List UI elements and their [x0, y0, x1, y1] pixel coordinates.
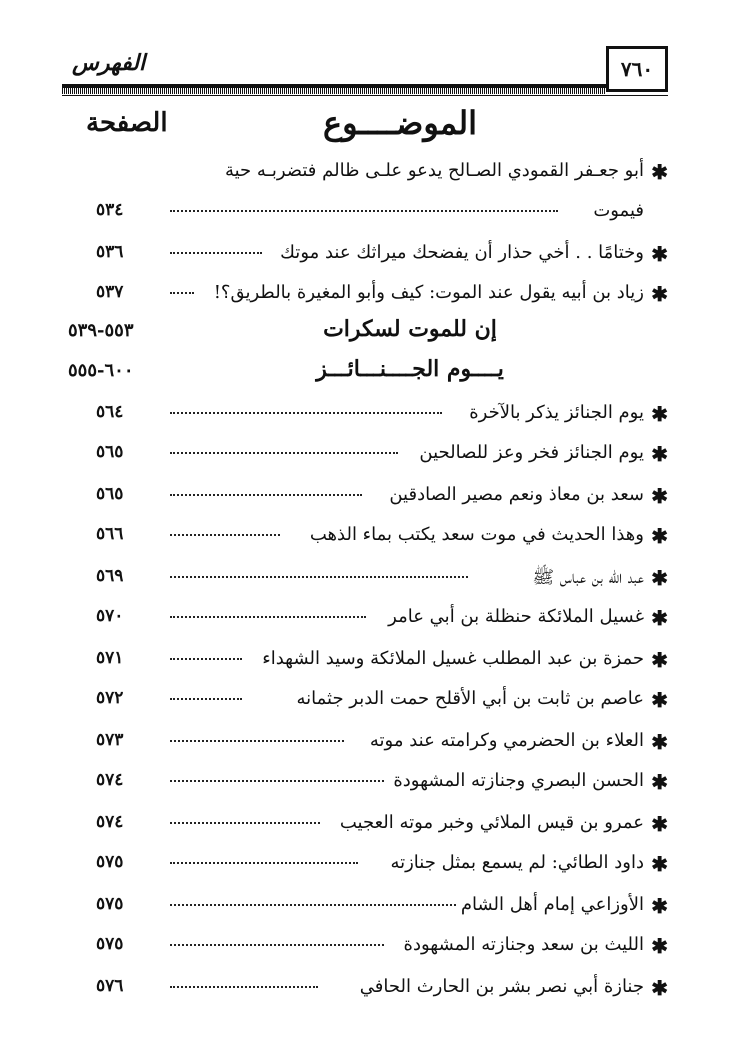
toc-entry [60, 238, 668, 272]
section-page-range: ٥٥٣-٥٣٩ [68, 320, 134, 341]
entry-text: فيموت [593, 200, 644, 221]
toc-entry [60, 726, 668, 760]
leader-dots [170, 862, 358, 864]
bullet-star-icon: ✱ [651, 648, 668, 672]
entry-text: سعد بن معاذ ونعم مصير الصادقين [389, 484, 644, 505]
leader-dots [170, 904, 456, 906]
entry-page: ٥٧٤ [96, 770, 124, 790]
toc-entry [60, 766, 668, 800]
topic-column-heading: الموضــــوع [323, 104, 477, 142]
bullet-star-icon: ✱ [651, 812, 668, 836]
toc-entry [60, 520, 668, 554]
entry-text: عبد اللّه بن عباس ﷺ [532, 567, 644, 588]
bullet-star-icon: ✱ [651, 160, 668, 184]
entry-page: ٥٧٥ [96, 894, 124, 914]
leader-dots [170, 944, 384, 946]
entry-page: ٥٧٠ [96, 606, 124, 626]
entry-page: ٥٦٤ [96, 402, 124, 422]
toc-entry [60, 808, 668, 842]
entry-text: زياد بن أبيه يقول عند الموت: كيف وأبو المغيرة بالطريق؟! [213, 282, 644, 303]
leader-dots [170, 740, 344, 742]
leader-dots [170, 534, 280, 536]
toc-entry [60, 972, 668, 1006]
bullet-star-icon: ✱ [651, 242, 668, 266]
bullet-star-icon: ✱ [651, 730, 668, 754]
leader-dots [170, 658, 242, 660]
bullet-star-icon: ✱ [651, 976, 668, 1000]
entry-page: ٥٧٣ [96, 730, 124, 750]
entry-page: ٥٦٥ [96, 484, 124, 504]
toc-entry [60, 278, 668, 312]
bullet-star-icon: ✱ [651, 484, 668, 508]
entry-text: وهذا الحديث في موت سعد يكتب بماء الذهب [309, 524, 644, 545]
toc-entry [60, 156, 668, 190]
entry-text: عاصم بن ثابت بن أبي الأقلح حمت الدبر جثمانه [296, 688, 644, 709]
bullet-star-icon: ✱ [651, 852, 668, 876]
entry-page: ٥٧٥ [96, 934, 124, 954]
toc-entry [60, 196, 668, 230]
toc-entry [60, 562, 668, 596]
section-heading [60, 356, 668, 392]
leader-dots [170, 698, 242, 700]
entry-page: ٥٧١ [96, 648, 124, 668]
leader-dots [170, 494, 362, 496]
page-number-box [606, 46, 668, 92]
running-header-title: الفهرس [72, 50, 146, 76]
bullet-star-icon: ✱ [651, 894, 668, 918]
entry-text: يوم الجنائز يذكر بالآخرة [469, 402, 644, 423]
entry-page: ٥٧٦ [96, 976, 124, 996]
entry-text: عمرو بن قيس الملائي وخبر موته العجيب [339, 812, 644, 833]
leader-dots [170, 986, 318, 988]
page-column-heading: الصفحة [86, 108, 168, 138]
section-heading [60, 316, 668, 352]
toc-entry [60, 602, 668, 636]
leader-dots [170, 252, 262, 254]
entry-text: غسيل الملائكة حنظلة بن أبي عامر [388, 606, 644, 627]
bullet-star-icon: ✱ [651, 524, 668, 548]
leader-dots [170, 210, 558, 212]
entry-page: ٥٧٤ [96, 812, 124, 832]
entry-text: وختامًا . . أخي حذار أن يفضحك ميراثك عند موتك [280, 242, 644, 263]
toc-entry [60, 644, 668, 678]
entry-text: الليث بن سعد وجنازته المشهودة [403, 934, 644, 955]
toc-entry [60, 480, 668, 514]
entry-page: ٥٦٩ [96, 566, 124, 586]
toc-entry [60, 848, 668, 882]
bullet-star-icon: ✱ [651, 282, 668, 306]
leader-dots [170, 292, 194, 294]
entry-text: الحسن البصري وجنازته المشهودة [393, 770, 644, 791]
entry-text: العلاء بن الحضرمي وكرامته عند موته [369, 730, 644, 751]
entry-text: داود الطائي: لم يسمع بمثل جنازته [390, 852, 644, 873]
toc-entry [60, 890, 668, 924]
toc-entry [60, 684, 668, 718]
entry-text: أبو جعـفر القمودي الصـالح يدعو علـى ظالم فتضربـه حية [224, 160, 644, 181]
header-thin-rule [62, 95, 668, 96]
bullet-star-icon: ✱ [651, 566, 668, 590]
entry-page: ٥٧٢ [96, 688, 124, 708]
bullet-star-icon: ✱ [651, 606, 668, 630]
leader-dots [170, 780, 384, 782]
entry-text: الأوزاعي إمام أهل الشام [460, 894, 644, 915]
bullet-star-icon: ✱ [651, 770, 668, 794]
bullet-star-icon: ✱ [651, 402, 668, 426]
toc-entry [60, 438, 668, 472]
entry-page: ٥٦٦ [96, 524, 124, 544]
bullet-star-icon: ✱ [651, 442, 668, 466]
entry-page: ٥٣٦ [96, 242, 124, 262]
leader-dots [170, 822, 320, 824]
toc-entry [60, 398, 668, 432]
leader-dots [170, 616, 366, 618]
entry-text: حمزة بن عبد المطلب غسيل الملائكة وسيد الشهداء [262, 648, 644, 669]
bullet-star-icon: ✱ [651, 688, 668, 712]
entry-text: جنازة أبي نصر بشر بن الحارث الحافي [359, 976, 644, 997]
section-title: يــــوم الجــــنـــائـــز [316, 356, 504, 382]
section-title: إن للموت لسكرات [323, 316, 497, 342]
toc-entry [60, 930, 668, 964]
entry-page: ٥٦٥ [96, 442, 124, 462]
section-page-range: ٦٠٠-٥٥٥ [68, 360, 134, 381]
entry-page: ٥٣٤ [96, 200, 124, 220]
header-hatch-rule [62, 88, 606, 94]
leader-dots [170, 576, 468, 578]
bullet-star-icon: ✱ [651, 934, 668, 958]
entry-page: ٥٧٥ [96, 852, 124, 872]
leader-dots [170, 452, 398, 454]
entry-text: يوم الجنائز فخر وعز للصالحين [419, 442, 644, 463]
page-number: ٧٦٠ [620, 57, 654, 81]
leader-dots [170, 412, 442, 414]
entry-page: ٥٣٧ [96, 282, 124, 302]
